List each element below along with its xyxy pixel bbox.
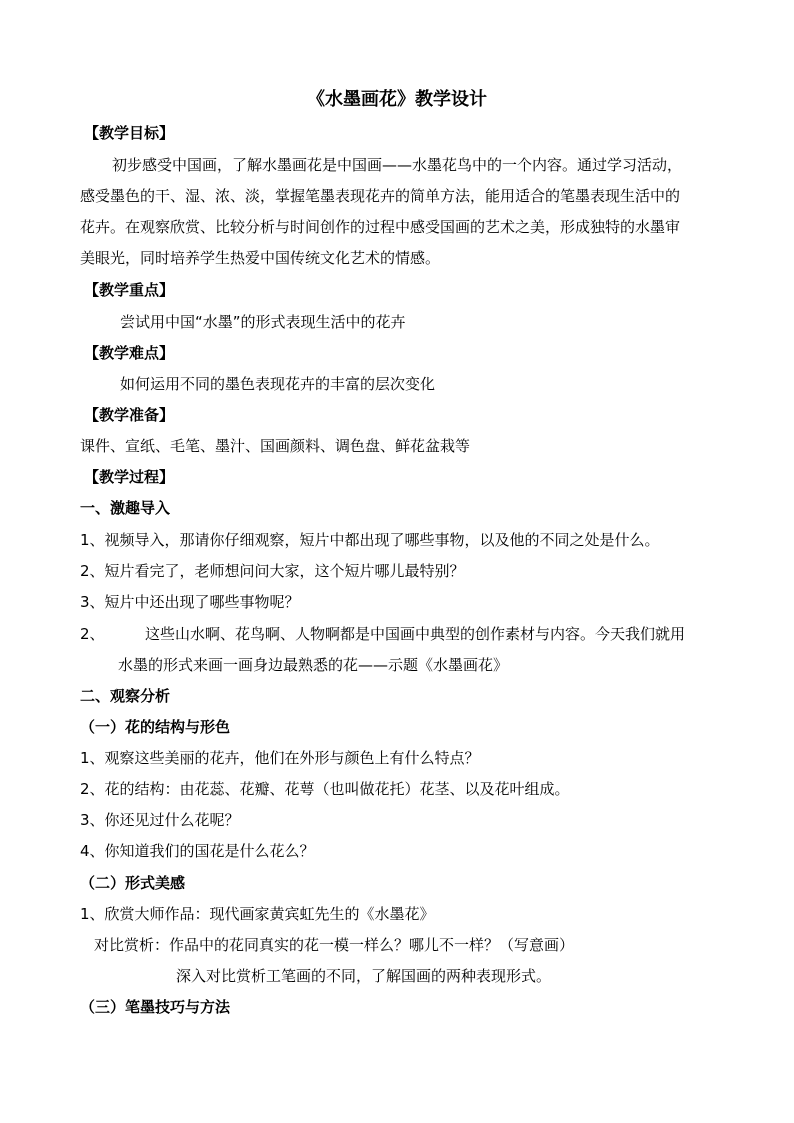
preparation-text: 课件、宣纸、毛笔、墨汁、国画颜料、调色盘、鲜花盆栽等 — [80, 437, 471, 455]
section1-item-2: 2、短片看完了，老师想问问大家，这个短片哪儿最特别？ — [80, 562, 465, 580]
preparation-heading: 【教学准备】 — [84, 406, 175, 424]
goals-line-1: 初步感受中国画，了解水墨画花是中国画——水墨花鸟中的一个内容。通过学习活动， — [112, 156, 683, 174]
sub1-item-2: 2、花的结构：由花蕊、花瓣、花萼（也叫做花托）花茎、以及花叶组成。 — [80, 780, 570, 798]
goals-heading: 【教学目标】 — [84, 124, 175, 142]
section2-heading: 二、观察分析 — [80, 687, 171, 705]
sub2-compare: 对比赏析：作品中的花同真实的花一模一样么？哪儿不一样？（写意画） — [94, 936, 575, 954]
document-title: 《水墨画花》教学设计 — [307, 89, 487, 110]
section1-item-4-number: 2、 — [80, 625, 105, 643]
sub1-item-4: 4、你知道我们的国花是什么花么？ — [80, 842, 315, 860]
goals-line-4: 美眼光，同时培养学生热爱中国传统文化艺术的情感。 — [80, 249, 441, 267]
sub2-heading: （二）形式美感 — [80, 874, 186, 892]
key-points-heading: 【教学重点】 — [84, 281, 175, 299]
sub1-item-1: 1、观察这些美丽的花卉，他们在外形与颜色上有什么特点？ — [80, 749, 480, 767]
goals-line-3: 花卉。在观察欣赏、比较分析与时间创作的过程中感受国画的艺术之美，形成独特的水墨审 — [80, 218, 681, 236]
sub3-heading: （三）笔墨技巧与方法 — [80, 998, 231, 1016]
goals-line-2: 感受墨色的干、湿、浓、淡，掌握笔墨表现花卉的简单方法，能用适合的笔墨表现生活中的 — [80, 187, 681, 205]
section1-item-4-line-1: 这些山水啊、花鸟啊、人物啊都是中国画中典型的创作素材与内容。今天我们就用 — [145, 625, 686, 643]
key-points-text: 尝试用中国“水墨”的形式表现生活中的花卉 — [120, 313, 406, 331]
section1-heading: 一、激趣导入 — [80, 499, 171, 517]
section1-item-3: 3、短片中还出现了哪些事物呢？ — [80, 593, 300, 611]
sub2-deep: 深入对比赏析工笔画的不同，了解国画的两种表现形式。 — [176, 967, 552, 985]
difficulties-text: 如何运用不同的墨色表现花卉的丰富的层次变化 — [120, 375, 436, 393]
sub1-heading: （一）花的结构与形色 — [80, 718, 231, 736]
process-heading: 【教学过程】 — [84, 468, 175, 486]
section1-item-4-line-2: 水墨的形式来画一画身边最熟悉的花——示题《水墨画花》 — [118, 656, 509, 674]
section1-item-1: 1、视频导入，那请你仔细观察，短片中都出现了哪些事物，以及他的不同之处是什么。 — [80, 531, 660, 549]
difficulties-heading: 【教学难点】 — [84, 344, 175, 362]
sub1-item-3: 3、你还见过什么花呢？ — [80, 811, 240, 829]
sub2-item-1: 1、欣赏大师作品：现代画家黄宾虹先生的《水墨花》 — [80, 905, 435, 923]
